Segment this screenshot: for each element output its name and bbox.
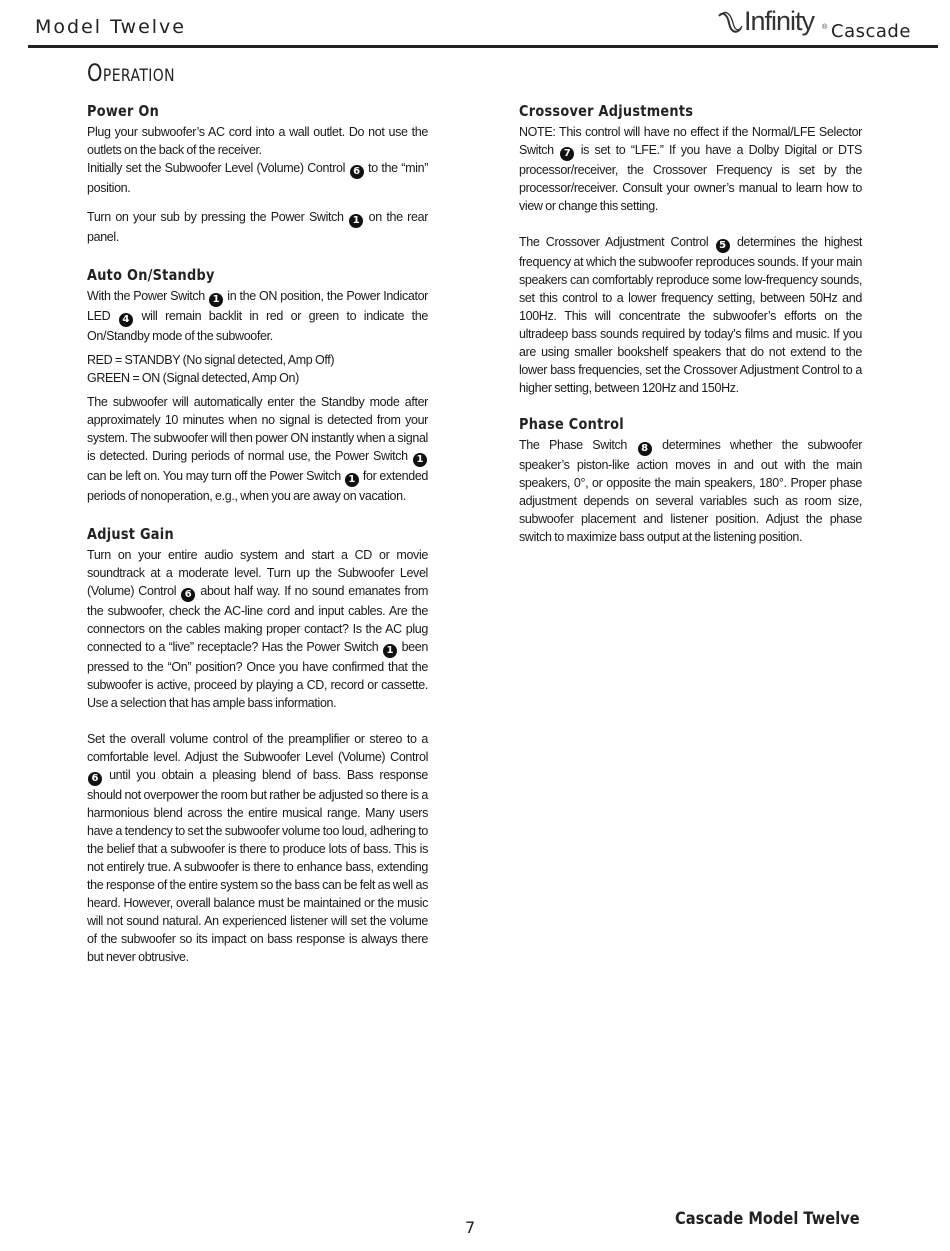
adjust-gain-heading: Adjust Gain [87,525,174,543]
phase-heading: Phase Control [519,415,624,433]
brand-name: Infinity [744,6,815,36]
callout-1-icon: 1 [413,453,427,467]
callout-5-icon: 5 [716,239,730,253]
callout-7-icon: 7 [560,147,574,161]
page-header [0,0,950,50]
registered-mark: ® [822,24,828,31]
crossover-heading: Crossover Adjustments [519,102,694,120]
auto-on-heading: Auto On/Standby [87,266,215,284]
auto-on-p1: With the Power Switch 1 in the ON position, the Power Indicator LED 4 will remain backlit in red or green to indicate the On/Standby mode of the subwoofer. [87,289,429,343]
header-rule [28,45,938,48]
section-title [87,59,175,87]
auto-on-p2: The subwoofer will automatically enter the Standby mode after approximately 10 minutes when no signal is detected from your system. The subwoofer will then power ON instantly when a signal is detected. During periods of normal use, the Power Switch 1 can be left on. You may turn off the Power Switch 1 for extended periods of nonoperation, e.g., when you are away on vacation. [87,395,429,503]
product-name: Cascade [831,21,911,42]
adjust-gain-p2: Set the overall volume control of the preamplifier or stereo to a comfortable level. Adjust the Subwoofer Level (Volume) Control 6 until you obtain a pleasing blend of bass. Bass response should not overpower the room but rather be adjusted so there is a harmonious blend across the entire musical range. Many users have a tendency to set the subwoofer volume too loud, adhering to the belief that a subwoofer is there to produce lots of bass. This is not entirely true. A subwoofer is there to enhance bass, extending the response of the entire system so the bass can be felt as well as heard. However, overall balance must be maintained or the music will not sound natural. An experienced listener will set the volume of the subwoofer so its impact on bass response is always there but never obtrusive. [87,732,428,964]
callout-1-icon: 1 [349,214,363,228]
callout-6-icon: 6 [88,772,102,786]
power-on-p2: Initially set the Subwoofer Level (Volume) Control 6 to the “min” position. [87,161,429,195]
infinity-swirl-icon [716,10,744,36]
section-title-rest: PERATION [102,66,175,86]
power-on-heading: Power On [87,102,160,120]
section-title-initial: O [87,59,103,87]
phase-p1: The Phase Switch 8 determines whether the subwoofer speaker’s piston-like action moves in and out with the main speakers, 0°, or opposite the main speakers, 180°. Proper phase adjustment depends on several variables such as room size, subwoofer placement and listener position. Adjust the phase switch to maximize bass output at the listening position. [519,438,863,544]
callout-1-icon: 1 [383,644,397,658]
page-number: 7 [465,1218,476,1237]
power-on-p1: Plug your subwoofer’s AC cord into a wall outlet. Do not use the outlets on the back of the receiver. [87,125,428,157]
footer-title: Cascade Model Twelve [675,1209,860,1229]
right-column [519,100,862,546]
crossover-p2: The Crossover Adjustment Control 5 determines the highest frequency at which the subwoofer reproduces sounds. If your main speakers can comfortably reproduce some low-frequency sounds, set this control to a lower frequency setting, between 50Hz and 100Hz. This will concentrate the subwoofer’s efforts on the ultradeep bass sounds required by today’s films and music. If you are using smaller bookshelf speakers that do not extend to the lower bass frequencies, set the Crossover Adjustment Control to a higher setting, between 120Hz and 150Hz. [519,235,863,395]
callout-8-icon: 8 [638,442,652,456]
callout-4-icon: 4 [119,313,133,327]
callout-1-icon: 1 [209,293,223,307]
green-on-line: GREEN = ON (Signal detected, Amp On) [87,371,299,385]
crossover-p1: NOTE: This control will have no effect if the Normal/LFE Selector Switch 7 is set to “LFE.” If you have a Dolby Digital or DTS processor/receiver, the Crossover Frequency is set by the processor/receiver. Consult your owner’s manual to learn how to view or change this setting. [519,125,862,213]
callout-1-icon: 1 [345,473,359,487]
model-title: Model Twelve [35,16,186,38]
adjust-gain-p1: Turn on your entire audio system and start a CD or movie soundtrack at a moderate level. Turn up the Subwoofer Level (Volume) Control 6 about half way. If no sound emanates from the subwoofer, check the AC-line cord and input cables. Are the connectors on the cables making proper contact? Is the AC plug connected to a “live” receptacle? Has the Power Switch 1 been pressed to the “On” position? Once you have confirmed that the subwoofer is active, proceed by playing a CD, record or cassette. Use a selection that has ample bass information. [87,548,429,710]
power-on-p3: Turn on your sub by pressing the Power Switch 1 on the rear panel. [87,210,429,244]
left-column [87,100,428,966]
callout-6-icon: 6 [181,588,195,602]
callout-6-icon: 6 [350,165,364,179]
infinity-logo [716,6,916,42]
red-standby-line: RED = STANDBY (No signal detected, Amp Off) [87,353,335,367]
